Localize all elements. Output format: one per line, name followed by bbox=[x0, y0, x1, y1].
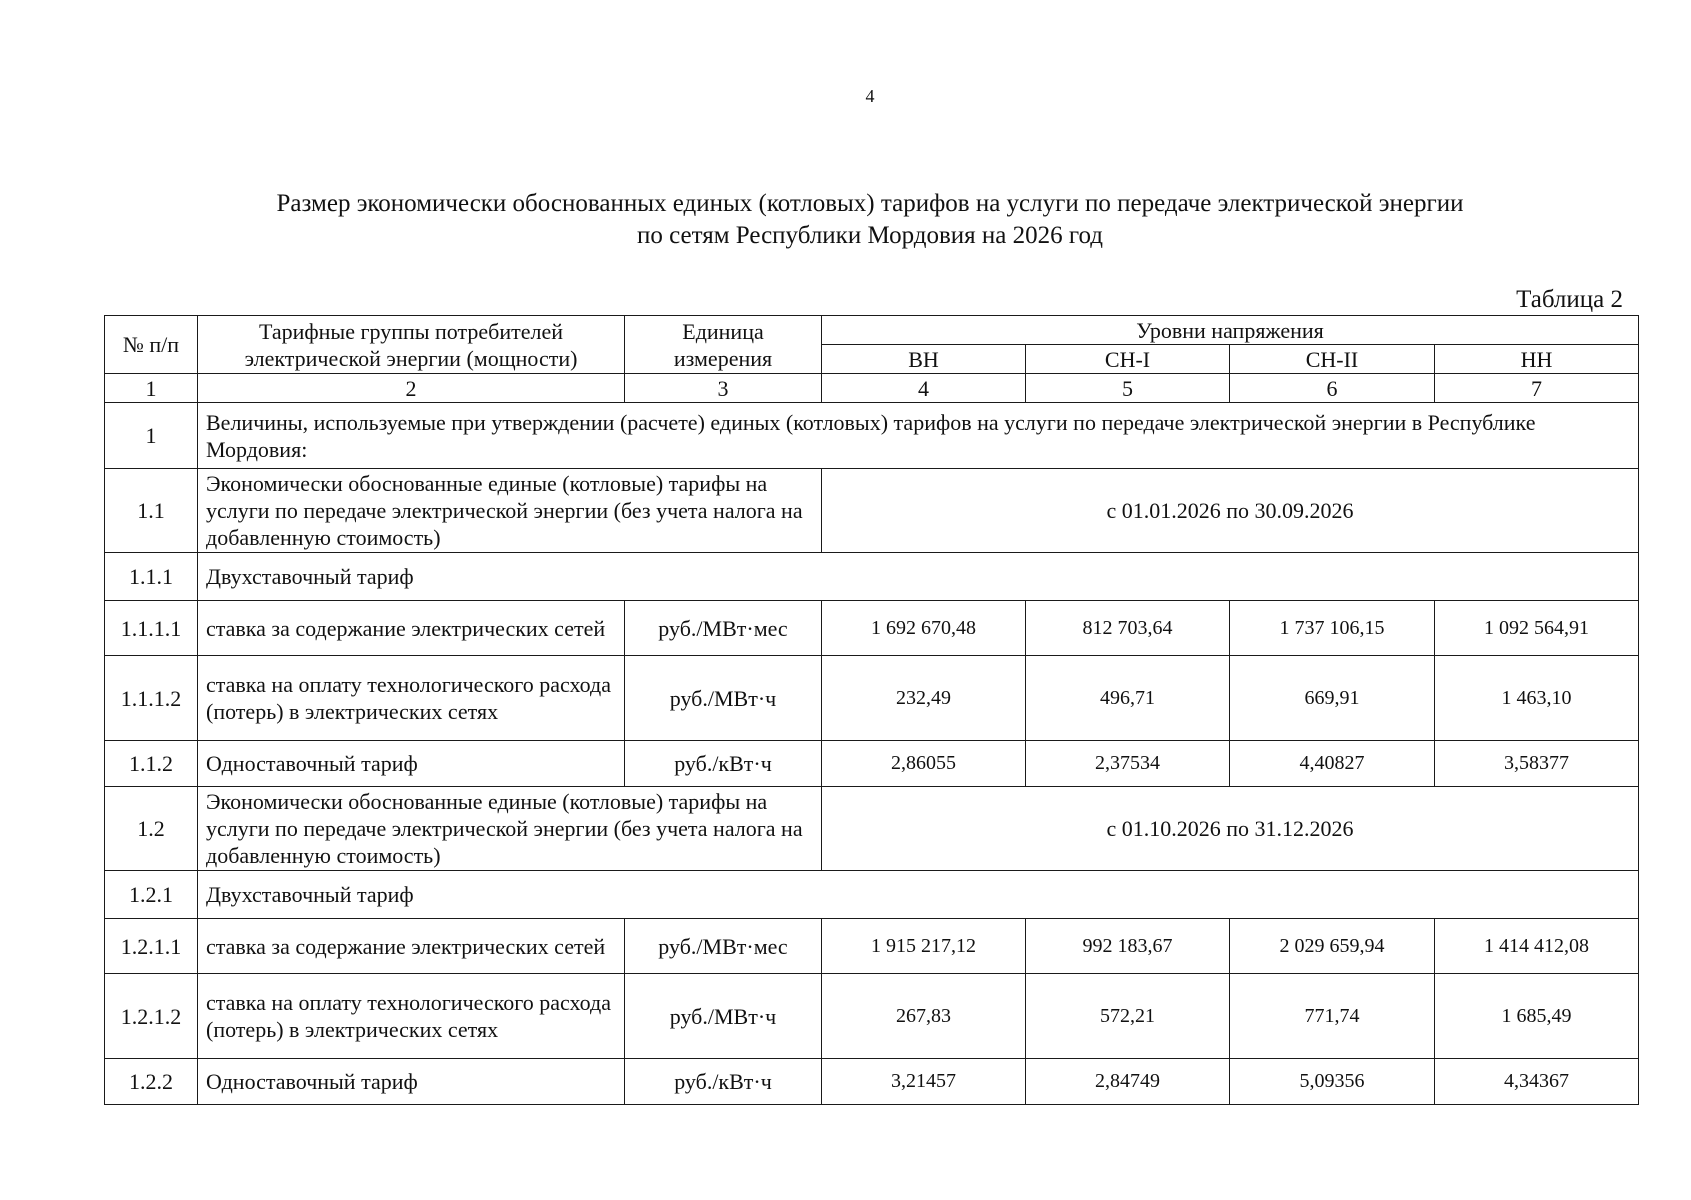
value-sn1: 2,37534 bbox=[1026, 741, 1230, 787]
row-number: 1 bbox=[105, 403, 198, 469]
page-number: 4 bbox=[865, 86, 875, 106]
row-description: Одноставочный тариф bbox=[198, 741, 625, 787]
row-number: 1.2 bbox=[105, 787, 198, 871]
row-description: ставка за содержание электрических сетей bbox=[198, 601, 625, 656]
row-number: 1.2.2 bbox=[105, 1059, 198, 1105]
unit-cell: руб./кВт·ч bbox=[625, 1059, 822, 1105]
value-sn1: 812 703,64 bbox=[1026, 601, 1230, 656]
row-description: ставка на оплату технологического расхода (потерь) в электрических сетях bbox=[198, 656, 625, 741]
table-row bbox=[105, 974, 1639, 1059]
header-vn: ВН bbox=[822, 345, 1026, 374]
value-vn: 3,21457 bbox=[822, 1059, 1026, 1105]
header-sn1: СН-I bbox=[1026, 345, 1230, 374]
row-description: Экономически обоснованные единые (котловые) тарифы на услуги по передаче электрической энергии (без учета налога на добавленную стоимость) bbox=[198, 787, 822, 871]
column-number: 5 bbox=[1026, 374, 1230, 403]
value-nn: 1 463,10 bbox=[1435, 656, 1639, 741]
row-number: 1.2.1.1 bbox=[105, 919, 198, 974]
unit-cell: руб./кВт·ч bbox=[625, 741, 822, 787]
row-number: 1.1 bbox=[105, 469, 198, 553]
header-nn: НН bbox=[1435, 345, 1639, 374]
table-row bbox=[105, 741, 1639, 787]
value-nn: 4,34367 bbox=[1435, 1059, 1639, 1105]
value-vn: 267,83 bbox=[822, 974, 1026, 1059]
row-number: 1.2.1.2 bbox=[105, 974, 198, 1059]
tariff-period: с 01.01.2026 по 30.09.2026 bbox=[822, 469, 1639, 553]
value-vn: 2,86055 bbox=[822, 741, 1026, 787]
table-caption: Таблица 2 bbox=[1516, 286, 1623, 313]
row-description: ставка на оплату технологического расхода (потерь) в электрических сетях bbox=[198, 974, 625, 1059]
table-row bbox=[105, 469, 1639, 553]
header-num: № п/п bbox=[105, 316, 198, 374]
header-row-1 bbox=[105, 316, 1639, 345]
header-voltage-levels: Уровни напряжения bbox=[822, 316, 1639, 345]
value-sn1: 496,71 bbox=[1026, 656, 1230, 741]
table-row bbox=[105, 403, 1639, 469]
column-number: 6 bbox=[1230, 374, 1435, 403]
document-title-line-2: по сетям Республики Мордовия на 2026 год bbox=[637, 222, 1103, 249]
header-unit: Единица измерения bbox=[625, 316, 822, 374]
table-row bbox=[105, 656, 1639, 741]
value-sn1: 992 183,67 bbox=[1026, 919, 1230, 974]
unit-cell: руб./МВт·мес bbox=[625, 919, 822, 974]
value-vn: 232,49 bbox=[822, 656, 1026, 741]
tariff-table bbox=[104, 315, 1639, 1105]
tariff-period: с 01.10.2026 по 31.12.2026 bbox=[822, 787, 1639, 871]
header-groups: Тарифные группы потребителей электрической энергии (мощности) bbox=[198, 316, 625, 374]
row-description: Двухставочный тариф bbox=[198, 871, 1639, 919]
value-vn: 1 915 217,12 bbox=[822, 919, 1026, 974]
row-description: Одноставочный тариф bbox=[198, 1059, 625, 1105]
value-nn: 3,58377 bbox=[1435, 741, 1639, 787]
row-description: Двухставочный тариф bbox=[198, 553, 1639, 601]
value-nn: 1 414 412,08 bbox=[1435, 919, 1639, 974]
column-number-row bbox=[105, 374, 1639, 403]
row-description: Экономически обоснованные единые (котловые) тарифы на услуги по передаче электрической энергии (без учета налога на добавленную стоимость) bbox=[198, 469, 822, 553]
column-number: 4 bbox=[822, 374, 1026, 403]
row-number: 1.1.1.1 bbox=[105, 601, 198, 656]
unit-cell: руб./МВт·ч bbox=[625, 656, 822, 741]
column-number: 1 bbox=[105, 374, 198, 403]
value-nn: 1 685,49 bbox=[1435, 974, 1639, 1059]
table-row bbox=[105, 601, 1639, 656]
column-number: 2 bbox=[198, 374, 625, 403]
row-number: 1.1.1.2 bbox=[105, 656, 198, 741]
row-number: 1.2.1 bbox=[105, 871, 198, 919]
header-sn2: СН-II bbox=[1230, 345, 1435, 374]
table-row bbox=[105, 787, 1639, 871]
column-number: 3 bbox=[625, 374, 822, 403]
value-sn2: 5,09356 bbox=[1230, 1059, 1435, 1105]
table-row bbox=[105, 1059, 1639, 1105]
value-vn: 1 692 670,48 bbox=[822, 601, 1026, 656]
value-sn1: 2,84749 bbox=[1026, 1059, 1230, 1105]
table-row bbox=[105, 553, 1639, 601]
document-title bbox=[0, 188, 1691, 252]
table-row bbox=[105, 871, 1639, 919]
row-number: 1.1.2 bbox=[105, 741, 198, 787]
table-row bbox=[105, 919, 1639, 974]
value-sn2: 1 737 106,15 bbox=[1230, 601, 1435, 656]
row-number: 1.1.1 bbox=[105, 553, 198, 601]
value-sn2: 4,40827 bbox=[1230, 741, 1435, 787]
value-sn2: 771,74 bbox=[1230, 974, 1435, 1059]
document-title-line-1: Размер экономически обоснованных единых (котловых) тарифов на услуги по передаче электрической энергии bbox=[276, 190, 1464, 217]
value-sn2: 669,91 bbox=[1230, 656, 1435, 741]
unit-cell: руб./МВт·мес bbox=[625, 601, 822, 656]
column-number: 7 bbox=[1435, 374, 1639, 403]
value-sn2: 2 029 659,94 bbox=[1230, 919, 1435, 974]
unit-cell: руб./МВт·ч bbox=[625, 974, 822, 1059]
row-description: ставка за содержание электрических сетей bbox=[198, 919, 625, 974]
row-description: Величины, используемые при утверждении (расчете) единых (котловых) тарифов на услуги по передаче электрической энергии в Республике Мордовия: bbox=[198, 403, 1639, 469]
value-nn: 1 092 564,91 bbox=[1435, 601, 1639, 656]
value-sn1: 572,21 bbox=[1026, 974, 1230, 1059]
